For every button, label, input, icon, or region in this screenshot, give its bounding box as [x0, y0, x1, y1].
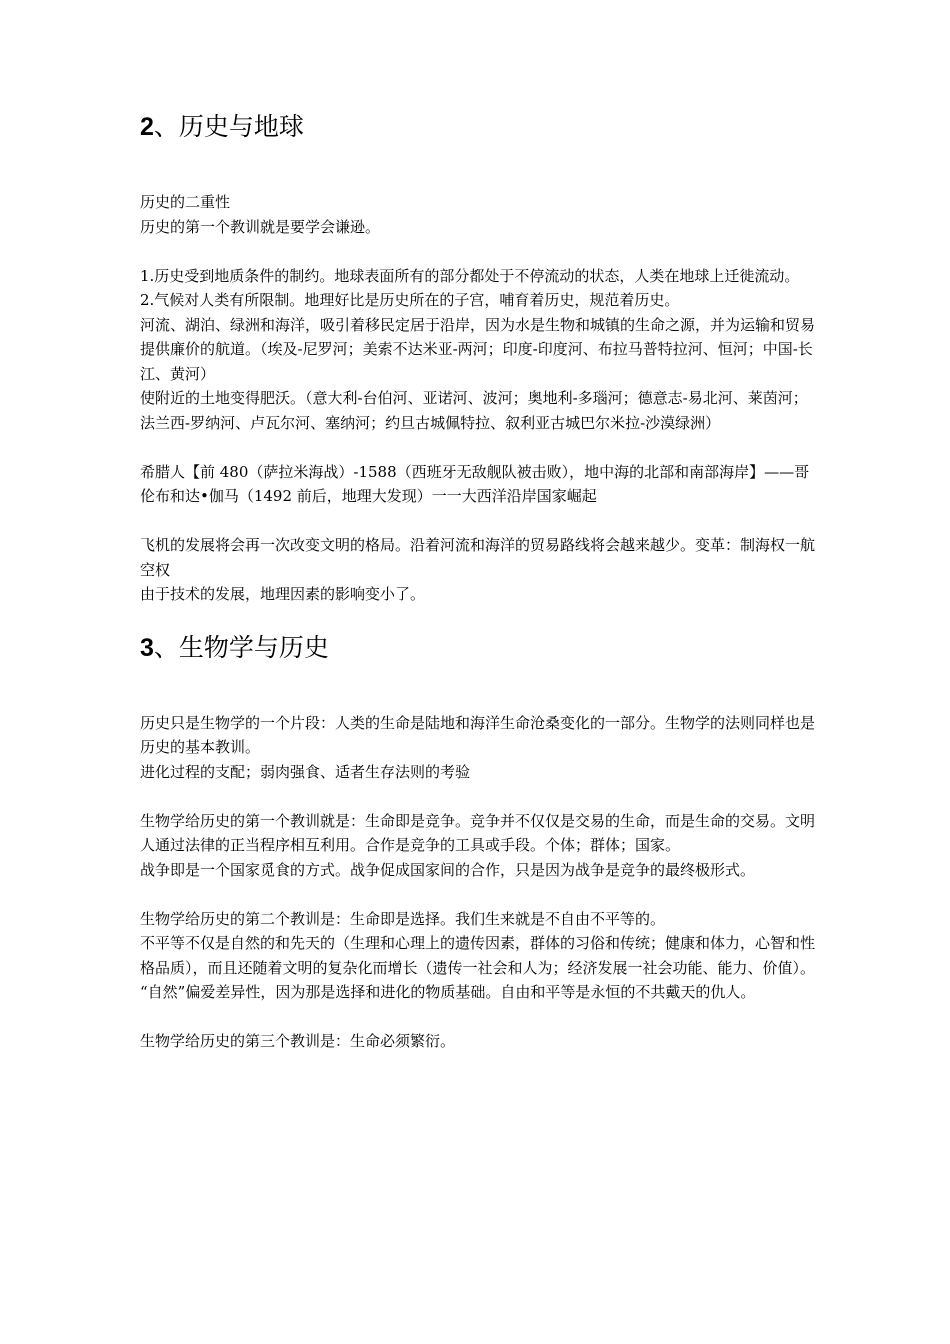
paragraph: 生物学给历史的第一个教训就是：生命即是竞争。竞争并不仅仅是交易的生命，而是生命的交易。文明人通过法律的正当程序相互利用。合作是竞争的工具或手段。个体；群体；国家。: [140, 811, 816, 854]
paragraph: 由于技术的发展，地理因素的影响变小了。: [140, 585, 426, 603]
paragraph: 历史的第一个教训就是要学会谦逊。: [140, 217, 381, 236]
list-item: 1.历史受到地质条件的制约。地球表面所有的部分都处于不停流动的状态，人类在地球上迁徙流动。: [140, 266, 800, 285]
section-2-number: 2: [140, 113, 154, 141]
section-3-number: 3: [140, 633, 154, 662]
paragraph: 河流、湖泊、绿洲和海洋，吸引着移民定居于沿岸，因为水是生物和城镇的生命之源，并为运输和贸易提供廉价的航道。（埃及-尼罗河；美索不达米亚-两河；印度-印度河、布拉马普特拉河、恒河；中国-长江、黄河）: [140, 315, 816, 383]
document-content: [140, 108, 820, 1054]
section-2-heading: [140, 108, 820, 146]
section-3-title: 、生物学与历史: [153, 633, 329, 662]
paragraph: 使附近的土地变得肥沃。（意大利-台伯河、亚诺河、波河；奥地利-多瑙河；德意志-易北河、莱茵河；法兰西-罗纳河、卢瓦尔河、塞纳河；约旦古城佩特拉、叙利亚古城巴尔米拉-沙漠绿洲）: [140, 389, 808, 432]
paragraph: 生物学给历史的第二个教训是：生命即是选择。我们生来就是不自由不平等的。: [140, 909, 666, 928]
paragraph: 生物学给历史的第三个教训是：生命必须繁衍。: [140, 1032, 456, 1050]
section-3-heading: [140, 629, 820, 667]
paragraph: “自然”偏爱差异性，因为那是选择和进化的物质基础。自由和平等是永恒的不共戴天的仇人。: [140, 983, 756, 1001]
paragraph: 进化过程的支配；弱肉强食、适者生存法则的考验: [140, 762, 471, 781]
section-2-title: 、历史与地球: [153, 113, 304, 141]
paragraph: 历史的二重性: [140, 193, 231, 211]
list-item: 2.气候对人类有所限制。地理好比是历史所在的子宫，哺育着历史，规范着历史。: [140, 291, 680, 309]
paragraph: 飞机的发展将会再一次改变文明的格局。沿着河流和海洋的贸易路线将会越来越少。变革：制海权一航空权: [140, 536, 816, 579]
paragraph: 战争即是一个国家觅食的方式。战争促成国家间的合作，只是因为战争是竞争的最终极形式。: [140, 860, 756, 879]
paragraph: 历史只是生物学的一个片段：人类的生命是陆地和海洋生命沧桑变化的一部分。生物学的法则同样也是历史的基本教训。: [140, 713, 816, 756]
paragraph: 希腊人【前 480（萨拉米海战）-1588（西班牙无敌舰队被击败），地中海的北部和南部海岸】——哥伦布和达•伽马（1492 前后，地理大发现）一一大西洋沿岸国家崛起: [140, 462, 810, 505]
paragraph: 不平等不仅是自然的和先天的（生理和心理上的遗传因素，群体的习俗和传统；健康和体力，心智和性格品质），而且还随着文明的复杂化而增长（遗传一社会和人为；经济发展一社会功能、能力、价值）。: [140, 934, 816, 977]
